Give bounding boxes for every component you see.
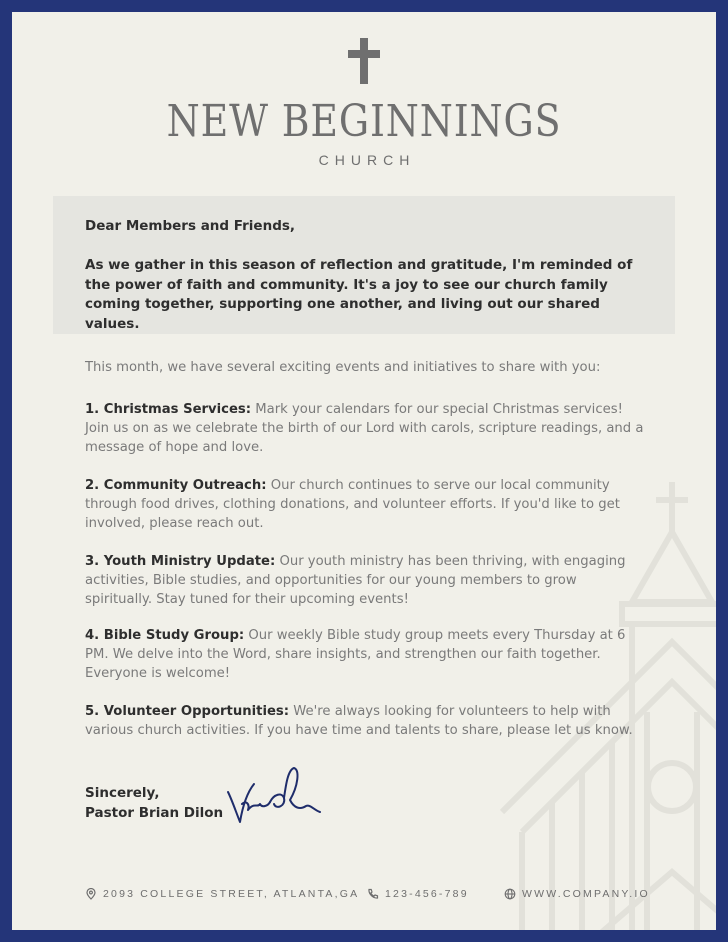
signature bbox=[224, 764, 324, 826]
footer-phone bbox=[367, 888, 469, 900]
list-item bbox=[85, 400, 645, 457]
item-text: Our youth ministry has been thriving, with engaging activities, Bible studies, and opportunities for our young members to grow spiritually. Stay tuned for their upcoming events! bbox=[85, 554, 626, 607]
lead-paragraph: This month, we have several exciting events and initiatives to share with you: bbox=[85, 360, 601, 375]
cross-icon bbox=[348, 38, 380, 84]
item-title: 1. Christmas Services: bbox=[85, 402, 252, 417]
greeting-box bbox=[53, 196, 675, 334]
website-text: WWW.COMPANY.IO bbox=[522, 888, 650, 900]
closing bbox=[85, 783, 223, 823]
list-item bbox=[85, 702, 645, 740]
address-text: 2093 COLLEGE STREET, ATLANTA,GA bbox=[103, 888, 360, 900]
item-text: Our weekly Bible study group meets every Thursday at 6 PM. We delve into the Word, share insights, and strengthen our faith together. Everyone is welcome! bbox=[85, 628, 626, 681]
salutation: Dear Members and Friends, bbox=[85, 218, 296, 234]
footer-address bbox=[85, 888, 359, 900]
church-subtitle: CHURCH bbox=[318, 152, 416, 168]
letter-page bbox=[12, 12, 716, 930]
item-title: 5. Volunteer Opportunities: bbox=[85, 704, 290, 719]
item-text: Mark your calendars for our special Christmas services! Join us on as we celebrate the birth of our Lord with carols, scripture readings, and a message of hope and love. bbox=[85, 402, 644, 455]
intro-paragraph: As we gather in this season of reflection and gratitude, I'm reminded of the power of faith and community. It's a joy to see our church family coming together, supporting one another, and living out our shared values. bbox=[85, 257, 633, 332]
phone-icon bbox=[367, 888, 379, 900]
globe-icon bbox=[504, 888, 516, 900]
item-text: Our church continues to serve our local community through food drives, clothing donations, and volunteer efforts. If you'd like to get involved, please reach out. bbox=[85, 478, 620, 531]
church-illustration bbox=[482, 472, 716, 930]
item-title: 2. Community Outreach: bbox=[85, 478, 267, 493]
list-item bbox=[85, 552, 645, 609]
church-name: NEW BEGINNINGS bbox=[166, 96, 562, 147]
item-text: We're always looking for volunteers to help with various church activities. If you have time and talents to share, please let us know. bbox=[85, 704, 633, 738]
item-title: 4. Bible Study Group: bbox=[85, 628, 245, 643]
footer-website bbox=[504, 888, 650, 900]
pastor-name: Pastor Brian Dilon bbox=[85, 805, 224, 821]
item-title: 3. Youth Ministry Update: bbox=[85, 554, 276, 569]
location-pin-icon bbox=[85, 888, 97, 900]
list-item bbox=[85, 626, 645, 683]
phone-text: 123-456-789 bbox=[385, 888, 469, 900]
list-item bbox=[85, 476, 645, 533]
closing-line: Sincerely, bbox=[85, 785, 160, 801]
